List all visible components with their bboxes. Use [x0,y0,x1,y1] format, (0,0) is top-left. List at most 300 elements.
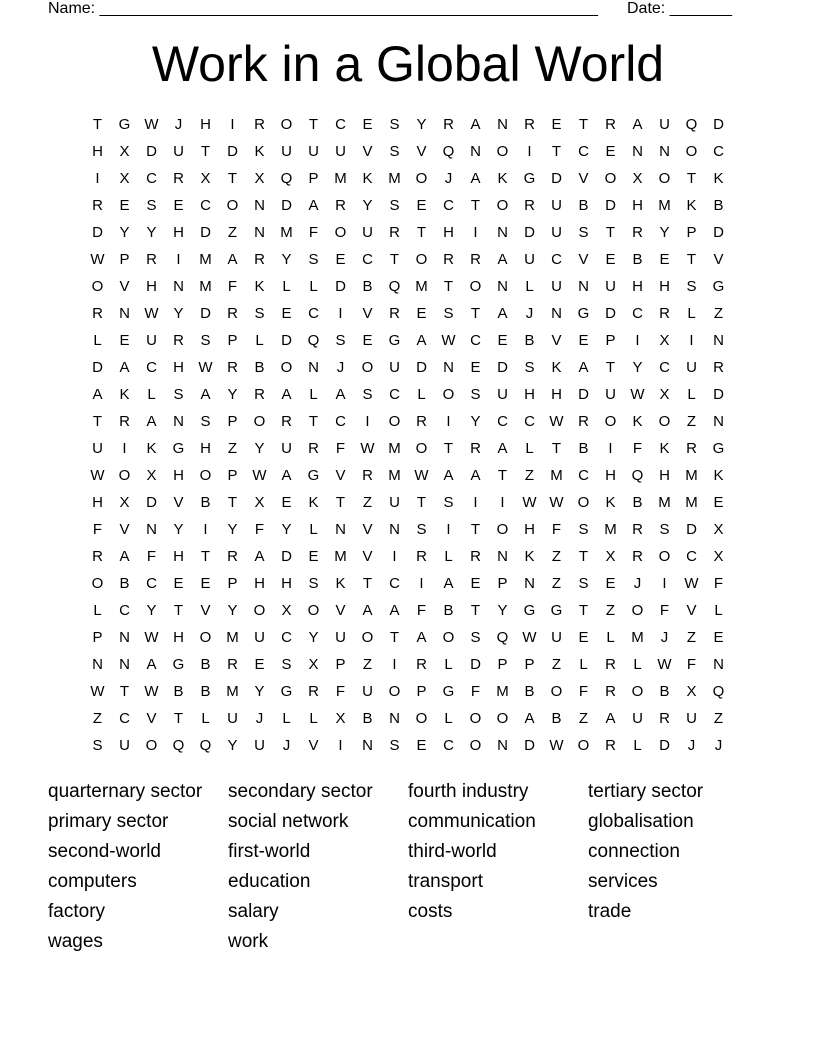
grid-letter: C [659,359,670,376]
grid-letter: N [713,413,724,430]
grid-letter: A [227,251,238,268]
grid-letter: P [227,332,238,349]
grid-letter: Q [631,467,644,484]
grid-letter: L [282,710,291,727]
grid-letter: H [200,440,211,457]
grid-letter: F [308,224,319,241]
grid-letter: B [200,656,211,673]
grid-letter: N [470,143,481,160]
grid-letter: K [605,494,616,511]
grid-letter: E [605,143,616,160]
grid-letter: U [362,683,373,700]
grid-letter: O [631,683,644,700]
grid-letter: S [389,116,400,133]
grid-letter: D [200,224,211,241]
grid-letter: L [147,386,156,403]
grid-letter: R [578,413,589,430]
grid-letter: W [144,683,159,700]
grid-letter: O [496,521,509,538]
grid-letter: F [254,521,265,538]
grid-letter: D [470,656,481,673]
grid-letter: J [444,170,453,187]
grid-letter: N [443,359,454,376]
grid-letter: B [362,710,373,727]
grid-letter: C [200,197,211,214]
grid-letter: W [549,737,564,754]
grid-letter: N [551,305,562,322]
grid-letter: I [122,440,127,457]
grid-letter: J [525,305,534,322]
grid-letter: L [309,521,318,538]
grid-letter: D [281,197,292,214]
grid-letter: S [578,521,589,538]
word-list-item: fourth industry [408,781,529,802]
grid-letter: H [92,143,103,160]
grid-letter: V [416,143,427,160]
grid-letter: R [416,413,427,430]
grid-letter: R [173,332,184,349]
grid-letter: H [659,278,670,295]
grid-letter: O [604,170,617,187]
grid-letter: H [551,386,562,403]
grid-letter: L [687,305,696,322]
grid-letter: T [443,440,454,457]
grid-letter: B [551,710,562,727]
grid-letter: D [524,224,535,241]
grid-letter: L [525,278,534,295]
grid-letter: O [415,251,428,268]
grid-letter: A [497,440,508,457]
grid-letter: V [119,521,130,538]
grid-letter: C [497,413,508,430]
grid-letter: V [551,332,562,349]
grid-letter: O [658,413,671,430]
grid-letter: F [92,521,103,538]
grid-letter: T [497,467,508,484]
grid-letter: E [173,575,184,592]
grid-letter: W [522,494,537,511]
grid-letter: O [199,467,212,484]
grid-letter: O [280,359,293,376]
grid-letter: A [605,710,616,727]
grid-letter: U [335,629,346,646]
grid-row [84,273,732,300]
grid-letter: R [281,413,292,430]
grid-letter: R [362,467,373,484]
grid-letter: H [200,116,211,133]
grid-letter: Z [713,710,724,727]
grid-letter: D [227,143,238,160]
word-list-item: connection [588,841,680,862]
grid-letter: X [119,170,130,187]
grid-letter: U [605,386,616,403]
grid-letter: Z [713,305,724,322]
grid-letter: W [90,683,105,700]
grid-letter: N [119,656,130,673]
grid-letter: H [605,467,616,484]
grid-letter: A [119,548,130,565]
grid-letter: Y [659,224,670,241]
grid-letter: S [389,143,400,160]
grid-letter: P [524,656,535,673]
grid-letter: L [309,710,318,727]
grid-letter: Z [524,467,535,484]
grid-letter: X [308,656,319,673]
grid-letter: S [173,386,184,403]
grid-letter: H [173,359,184,376]
grid-letter: Y [146,602,157,619]
name-field: Name: ________________________________________________________ [48,0,598,17]
grid-letter: H [173,629,184,646]
grid-letter: I [608,440,613,457]
grid-letter: Y [173,521,184,538]
grid-letter: S [362,386,373,403]
grid-letter: W [360,440,375,457]
grid-letter: B [173,683,184,700]
grid-letter: T [470,602,481,619]
grid-letter: T [173,710,184,727]
grid-letter: V [119,278,130,295]
grid-letter: K [632,413,643,430]
grid-letter: S [443,305,454,322]
grid-letter: O [469,278,482,295]
grid-letter: H [173,467,184,484]
grid-letter: T [578,548,589,565]
grid-letter: C [578,143,589,160]
grid-row [84,732,732,759]
grid-letter: X [146,467,157,484]
grid-letter: R [227,548,238,565]
grid-letter: O [118,467,131,484]
grid-letter: S [578,224,589,241]
grid-letter: N [119,305,130,322]
grid-letter: O [361,359,374,376]
grid-letter: Z [362,656,373,673]
grid-letter: O [496,710,509,727]
grid-letter: N [146,521,157,538]
grid-letter: X [659,332,670,349]
grid-letter: X [281,602,292,619]
grid-letter: V [173,494,184,511]
grid-letter: J [282,737,291,754]
grid-letter: L [201,710,210,727]
grid-letter: W [684,575,699,592]
grid-letter: D [605,305,616,322]
word-list-item: third-world [408,841,497,862]
grid-letter: X [119,143,130,160]
grid-letter: X [659,386,670,403]
grid-letter: X [686,683,697,700]
grid-letter: T [605,224,616,241]
grid-letter: R [92,197,103,214]
grid-letter: C [632,305,643,322]
grid-row [84,381,732,408]
grid-letter: Y [470,413,481,430]
grid-letter: X [254,170,265,187]
grid-letter: Y [497,602,508,619]
grid-letter: F [146,548,157,565]
grid-letter: O [334,224,347,241]
grid-letter: K [335,575,346,592]
word-list-item: second-world [48,841,161,862]
grid-letter: O [442,386,455,403]
grid-letter: H [659,467,670,484]
grid-letter: H [281,575,292,592]
grid-letter: Q [685,116,698,133]
grid-row [84,705,732,732]
grid-letter: U [659,116,670,133]
grid-letter: A [443,575,454,592]
word-list-item: transport [408,871,483,892]
grid-letter: T [686,170,697,187]
grid-letter: O [91,278,104,295]
grid-letter: V [362,143,373,160]
grid-letter: O [550,683,563,700]
grid-letter: E [308,548,319,565]
grid-letter: D [200,305,211,322]
word-list-item: primary sector [48,811,169,832]
grid-letter: U [281,440,292,457]
grid-letter: R [308,683,319,700]
grid-letter: B [659,683,670,700]
grid-letter: K [119,386,130,403]
grid-row [84,219,732,246]
grid-letter: N [497,278,508,295]
grid-letter: R [659,710,670,727]
grid-letter: V [200,602,211,619]
grid-letter: W [252,467,267,484]
grid-letter: O [577,494,590,511]
grid-letter: L [282,278,291,295]
grid-letter: Z [605,602,616,619]
grid-letter: G [307,467,320,484]
grid-letter: D [281,548,292,565]
grid-letter: M [388,440,401,457]
grid-letter: P [92,629,103,646]
grid-letter: W [441,332,456,349]
grid-letter: P [686,224,697,241]
grid-letter: X [632,170,643,187]
grid-letter: K [146,440,157,457]
grid-letter: U [281,143,292,160]
grid-letter: R [227,305,238,322]
grid-letter: R [389,305,400,322]
grid-letter: O [253,602,266,619]
grid-letter: A [578,359,589,376]
grid-letter: R [605,116,616,133]
grid-letter: K [497,170,508,187]
grid-letter: M [685,467,698,484]
grid-letter: A [146,656,157,673]
grid-letter: C [713,143,724,160]
grid-letter: A [92,386,103,403]
grid-letter: M [550,467,563,484]
grid-row [84,165,732,192]
grid-letter: X [200,170,211,187]
grid-letter: Y [146,224,157,241]
grid-letter: C [470,332,481,349]
word-list-item: trade [588,901,632,922]
word-list-item: salary [228,901,279,922]
grid-letter: Y [281,521,292,538]
grid-letter: T [416,494,427,511]
grid-letter: I [446,521,451,538]
grid-letter: S [416,521,427,538]
grid-letter: R [443,116,454,133]
grid-letter: N [524,575,535,592]
grid-letter: U [335,143,346,160]
grid-letter: Y [227,386,238,403]
grid-letter: K [362,170,373,187]
grid-letter: Y [254,440,265,457]
grid-letter: O [91,575,104,592]
grid-letter: T [443,278,454,295]
grid-letter: E [470,575,481,592]
grid-letter: L [633,656,642,673]
grid-letter: M [631,629,644,646]
grid-letter: J [336,359,345,376]
grid-letter: I [689,332,694,349]
grid-letter: K [713,467,724,484]
grid-letter: O [415,710,428,727]
grid-letter: T [119,683,130,700]
grid-letter: W [144,629,159,646]
grid-letter: E [335,251,346,268]
grid-letter: L [687,386,696,403]
word-list-item: communication [408,811,536,832]
grid-letter: S [470,629,481,646]
grid-letter: X [119,494,130,511]
grid-letter: F [713,575,724,592]
grid-letter: H [632,278,643,295]
grid-letter: D [713,116,724,133]
word-list-item: globalisation [588,811,694,832]
grid-letter: K [524,548,535,565]
grid-letter: Q [496,629,509,646]
grid-letter: O [469,710,482,727]
grid-letter: R [416,656,427,673]
grid-letter: P [497,575,508,592]
grid-letter: I [500,494,505,511]
grid-letter: M [388,170,401,187]
grid-letter: R [632,224,643,241]
grid-letter: I [446,413,451,430]
grid-letter: Z [551,656,562,673]
grid-letter: I [473,224,478,241]
grid-letter: H [524,521,535,538]
grid-letter: S [389,197,400,214]
grid-letter: M [334,170,347,187]
grid-letter: W [630,386,645,403]
grid-letter: U [173,143,184,160]
grid-letter: G [118,116,131,133]
grid-letter: D [146,494,157,511]
grid-letter: H [92,494,103,511]
grid-letter: F [686,656,697,673]
grid-row [84,678,732,705]
grid-letter: O [496,143,509,160]
grid-letter: L [444,548,453,565]
grid-letter: J [660,629,669,646]
grid-letter: U [119,737,130,754]
grid-letter: T [227,494,238,511]
grid-letter: P [119,251,130,268]
grid-letter: B [524,332,535,349]
grid-letter: A [524,710,535,727]
grid-letter: Y [416,116,427,133]
grid-letter: U [92,440,103,457]
grid-letter: O [253,413,266,430]
grid-letter: T [551,143,562,160]
grid-row [84,462,732,489]
grid-letter: F [335,683,346,700]
grid-letter: D [281,332,292,349]
grid-letter: V [308,737,319,754]
grid-letter: X [713,521,724,538]
grid-letter: S [443,494,454,511]
grid-letter: B [632,251,643,268]
grid-letter: W [657,656,672,673]
grid-letter: L [444,656,453,673]
grid-row [84,624,732,651]
grid-letter: T [92,413,103,430]
grid-letter: D [497,359,508,376]
grid-letter: Z [578,710,589,727]
grid-letter: N [632,143,643,160]
grid-letter: G [550,602,563,619]
word-list-item: first-world [228,841,311,862]
grid-letter: R [605,683,616,700]
grid-letter: P [227,413,238,430]
grid-letter: U [308,143,319,160]
grid-letter: T [389,251,400,268]
grid-row [84,408,732,435]
grid-letter: H [173,548,184,565]
grid-letter: U [632,710,643,727]
grid-letter: O [631,602,644,619]
grid-letter: V [362,521,373,538]
grid-letter: U [551,197,562,214]
grid-letter: L [714,602,723,619]
grid-letter: M [415,278,428,295]
word-list-item: services [588,871,658,892]
grid-letter: C [335,413,346,430]
grid-letter: X [605,548,616,565]
grid-letter: I [635,332,640,349]
grid-row [84,570,732,597]
grid-letter: F [551,521,562,538]
word-list-item: education [228,871,311,892]
grid-letter: Q [307,332,320,349]
grid-letter: N [659,143,670,160]
grid-letter: Y [281,251,292,268]
grid-letter: J [633,575,642,592]
grid-letter: C [146,575,157,592]
grid-letter: A [281,386,292,403]
grid-letter: W [90,251,105,268]
grid-letter: D [416,359,427,376]
grid-letter: K [308,494,319,511]
grid-letter: G [280,683,293,700]
grid-letter: T [173,602,184,619]
grid-letter: G [442,683,455,700]
grid-letter: P [497,656,508,673]
grid-letter: R [92,305,103,322]
grid-letter: F [470,683,481,700]
grid-letter: B [524,683,535,700]
word-list-item: factory [48,901,106,922]
grid-letter: T [470,521,481,538]
